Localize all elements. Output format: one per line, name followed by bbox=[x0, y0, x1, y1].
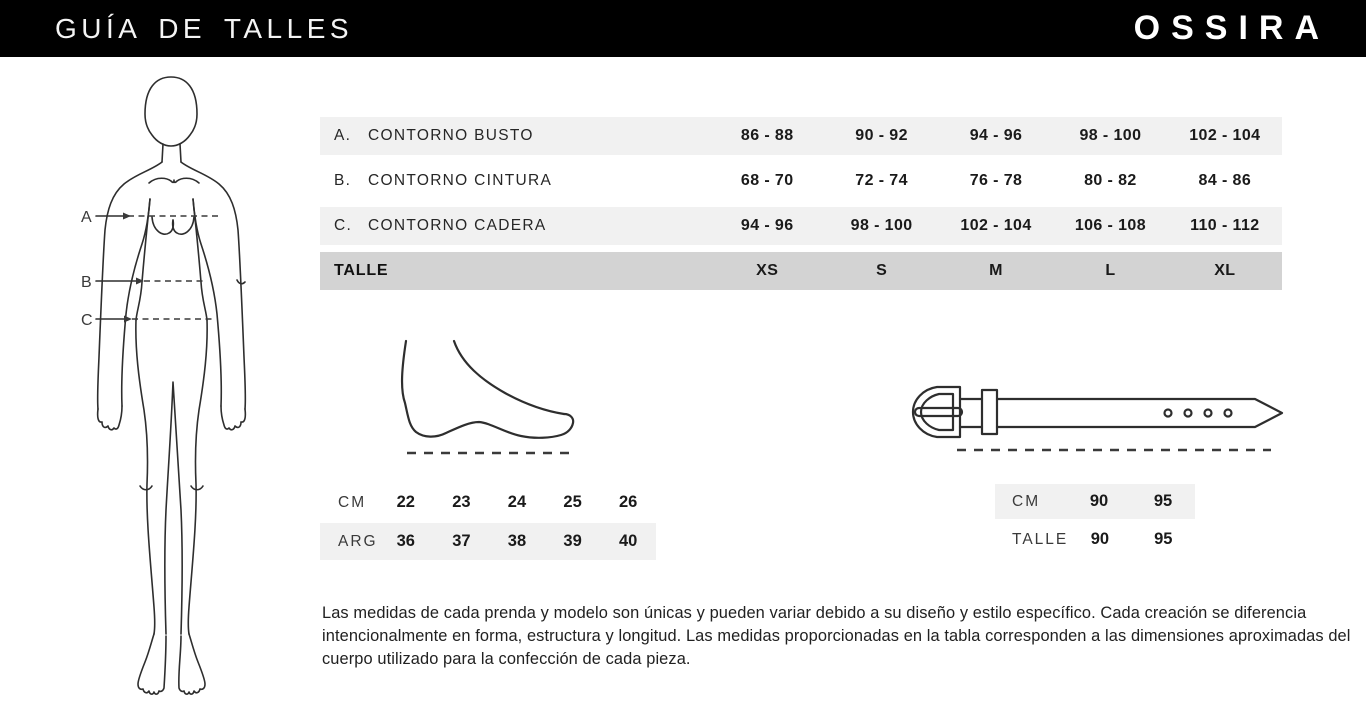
bust-measure-label: A bbox=[81, 209, 93, 226]
cell-value: 23 bbox=[452, 493, 471, 511]
cell-value: 26 bbox=[618, 493, 638, 511]
row-label bbox=[320, 172, 710, 190]
foot-icon bbox=[393, 333, 608, 468]
cell-value: 80 - 82 bbox=[1084, 172, 1137, 189]
size-value: M bbox=[989, 262, 1003, 279]
cell-value: 37 bbox=[452, 532, 471, 550]
row-letter: B. bbox=[334, 172, 352, 189]
cell-value: 95 bbox=[1153, 492, 1173, 510]
row-name: CONTORNO CINTURA bbox=[368, 172, 553, 189]
cell-value: 39 bbox=[563, 532, 582, 550]
shoe-row-arg bbox=[320, 523, 656, 560]
cell-value: 102 - 104 bbox=[1189, 127, 1261, 144]
size-row-label: TALLE bbox=[334, 262, 389, 279]
row-name: CONTORNO CADERA bbox=[368, 217, 547, 234]
cell-value: 106 - 108 bbox=[1074, 217, 1147, 234]
shoe-size-table bbox=[320, 484, 656, 562]
cell-value: 22 bbox=[396, 493, 415, 511]
belt-size-table bbox=[995, 484, 1195, 560]
cell-value: 98 - 100 bbox=[850, 217, 913, 234]
disclaimer-text: Las medidas de cada prenda y modelo son únicas y pueden variar debido a su diseño y estilo específico. Cada creación se diferencia intencionalmente en forma, estructura y longitud. Las medidas proporcionadas en la tabla corresponden a las dimensiones aproximadas del cuerpo utilizado para la confección de cada pieza. bbox=[322, 604, 1351, 668]
cell-value: 38 bbox=[507, 532, 527, 550]
row-label: TALLE bbox=[1012, 530, 1069, 548]
cell-value: 95 bbox=[1154, 530, 1173, 548]
cell-value: 24 bbox=[507, 493, 527, 511]
row-label: CM bbox=[338, 493, 367, 511]
cell-value: 36 bbox=[396, 532, 415, 550]
woman-figure-icon bbox=[68, 62, 298, 712]
table-row-hip bbox=[320, 207, 1282, 245]
belt-row-talle bbox=[995, 522, 1195, 557]
cell-value: 90 bbox=[1089, 492, 1109, 510]
waist-measure-label: B bbox=[81, 274, 93, 291]
belt-row-cm bbox=[995, 484, 1195, 519]
cell-value: 90 bbox=[1090, 530, 1110, 548]
cell-value: 94 - 96 bbox=[969, 127, 1023, 144]
cell-value: 76 - 78 bbox=[969, 172, 1023, 189]
row-label bbox=[320, 217, 710, 235]
shoe-row-cm bbox=[320, 484, 656, 521]
table-row-talle bbox=[320, 252, 1282, 290]
cell-value: 84 - 86 bbox=[1198, 172, 1252, 189]
belt-icon bbox=[903, 377, 1293, 457]
cell-value: 90 - 92 bbox=[855, 127, 908, 144]
cell-value: 98 - 100 bbox=[1079, 127, 1142, 144]
cell-value: 102 - 104 bbox=[960, 217, 1032, 234]
row-letter: C. bbox=[334, 217, 353, 234]
cell-value: 72 - 74 bbox=[855, 172, 908, 189]
row-label: CM bbox=[1012, 492, 1041, 510]
foot-illustration bbox=[393, 333, 608, 468]
row-label bbox=[320, 127, 710, 145]
row-label bbox=[320, 262, 710, 280]
size-value: XS bbox=[756, 262, 779, 279]
row-letter: A. bbox=[334, 127, 352, 144]
size-value: S bbox=[876, 262, 888, 279]
size-value: XL bbox=[1214, 262, 1236, 279]
header-bar bbox=[0, 0, 1366, 57]
belt-illustration bbox=[903, 377, 1293, 457]
row-label: ARG bbox=[338, 532, 378, 550]
brand-logo: OSSIRA bbox=[1133, 9, 1330, 47]
cell-value: 86 - 88 bbox=[740, 127, 794, 144]
table-row-waist bbox=[320, 162, 1282, 200]
table-row-bust bbox=[320, 117, 1282, 155]
body-measurement-illustration bbox=[68, 62, 298, 712]
page-title: GUÍA DE TALLES bbox=[55, 12, 354, 44]
row-name: CONTORNO BUSTO bbox=[368, 127, 534, 144]
cell-value: 94 - 96 bbox=[740, 217, 794, 234]
cell-value: 110 - 112 bbox=[1190, 217, 1260, 234]
cell-value: 40 bbox=[618, 532, 638, 550]
size-table bbox=[320, 117, 1282, 290]
hip-measure-label: C bbox=[81, 312, 94, 329]
cell-value: 25 bbox=[563, 493, 582, 511]
cell-value: 68 - 70 bbox=[740, 172, 794, 189]
size-value: L bbox=[1105, 262, 1116, 279]
